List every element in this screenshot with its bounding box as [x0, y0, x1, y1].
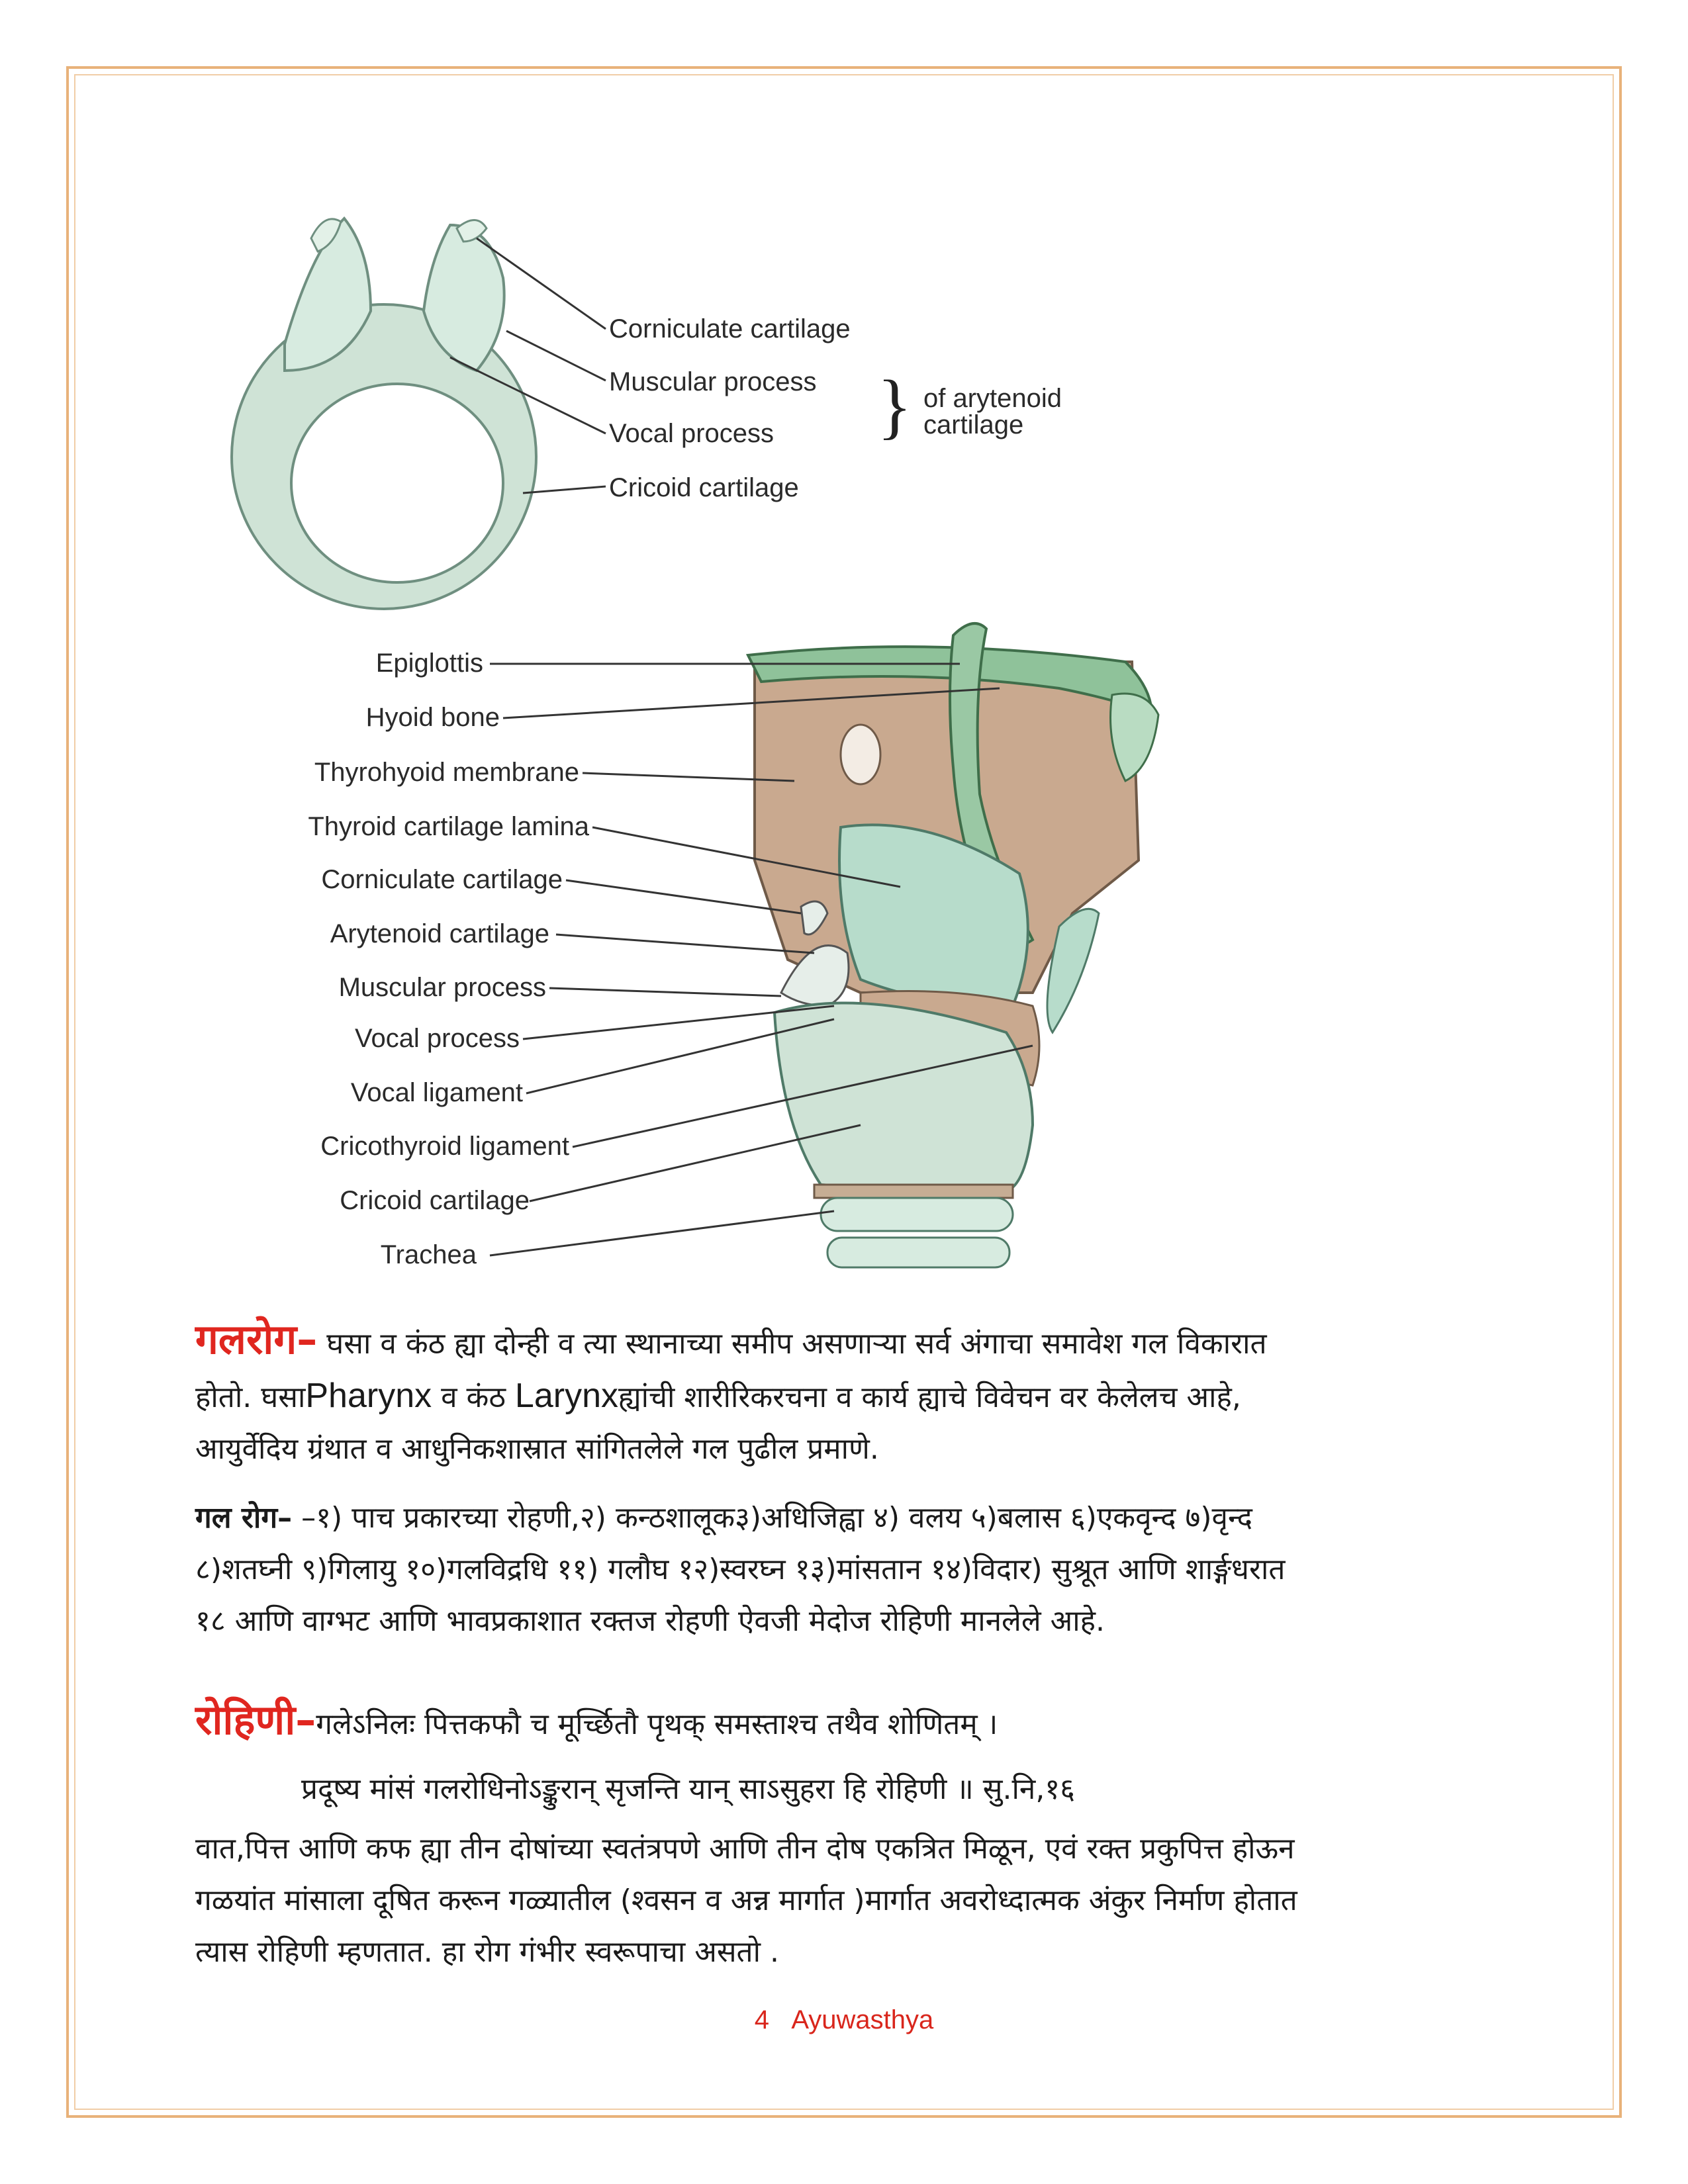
label-thyrohyoid-membrane: Thyrohyoid membrane	[314, 758, 579, 787]
heading-rohini: रोहिणी–	[195, 1696, 316, 1744]
label-hyoid-bone: Hyoid bone	[365, 703, 500, 732]
paragraph-gal-rog-list	[195, 1492, 1506, 1647]
term-pharynx: Pharynx	[305, 1377, 432, 1415]
label-epiglottis: Epiglottis	[375, 649, 483, 678]
para1-line2-b: व कंठ	[432, 1381, 515, 1414]
label-corniculate-cartilage: Corniculate cartilage	[321, 865, 563, 894]
label-brace-line1: of arytenoid	[923, 384, 1062, 413]
brace-symbol: }	[877, 365, 912, 446]
heading-gal-rog: गल रोग–	[195, 1501, 293, 1535]
heading-galrog: गलरोग–	[195, 1315, 318, 1363]
rohini-verse: प्रदूष्य मांसं गलरोधिनोऽङ्कुरान् सृजन्ति यान् साऽसुहरा हि रोहिणी ॥ सु.नि,१६	[301, 1772, 1076, 1806]
para1-line1	[195, 1314, 1506, 1370]
term-larynx: Larynx	[514, 1377, 618, 1415]
bottom-labels	[308, 649, 589, 1269]
para3-line3: वात,पित्त आणि कफ ह्या तीन दोषांच्या स्वतंत्रपणे आणि तीन दोष एकत्रित मिळून, एवं रक्त प्रकुपित्त होऊन	[195, 1832, 1295, 1866]
para2-line2: ८)शतघ्नी ९)गिलायु १०)गलविद्रधि ११) गलौघ १२)स्वरघ्न १३)मांसतान १४)विदार) सुश्रूत आणि शार्ङ्गधरात	[195, 1553, 1286, 1586]
label-arytenoid-cartilage: Arytenoid cartilage	[330, 919, 549, 948]
para3-line1	[195, 1694, 1506, 1751]
label-muscular-process: Muscular process	[338, 973, 546, 1002]
para1-line1-text: घसा व कंठ ह्या दोन्ही व त्या स्थानाच्या समीप असणाऱ्या सर्व अंगाचा समावेश गल विकारात	[317, 1327, 1267, 1361]
label-vocal-ligament: Vocal ligament	[350, 1078, 523, 1107]
page-footer	[0, 2005, 1688, 2035]
para3-line5: त्यास रोहिणी म्हणतात. हा रोग गंभीर स्वरूपाचा असतो .	[195, 1935, 780, 1969]
para3-line1-text: गलेऽनिलः पित्तकफौ च मूर्च्छितौ पृथक् समस्ताश्च तथैव शोणितम् ।	[316, 1707, 998, 1741]
label-brace-line2: cartilage	[923, 410, 1024, 439]
para1-line3: आयुर्वेदिय ग्रंथात व आधुनिकशास्रात सांगितलेले गल पुढील प्रमाणे.	[195, 1432, 879, 1466]
label-cricoid-top: Cricoid cartilage	[609, 473, 799, 502]
para2-line1-text: –१) पाच प्रकारच्या रोहणी,२) कन्ठशालूक३)अधिजिह्वा ४) वलय ५)बलास ६)एकवृन्द ७)वृन्द	[292, 1501, 1252, 1535]
paragraph-galrog-intro	[195, 1314, 1506, 1475]
para2-line3: १८ आणि वाग्भट आणि भावप्रकाशात रक्तज रोहणी ऐवजी मेदोज रोहिणी मानलेले आहे.	[195, 1604, 1105, 1638]
label-corniculate-top: Corniculate cartilage	[609, 314, 851, 343]
label-cricothyroid-ligament: Cricothyroid ligament	[320, 1132, 569, 1161]
para2-line1	[195, 1492, 1506, 1544]
page-number: 4	[754, 2005, 769, 2034]
paragraph-rohini-explanation	[195, 1823, 1506, 1978]
para1-line2-a: होतो. घसा	[195, 1381, 306, 1414]
para1-line2-c: ह्यांची शारीरिकरचना व कार्य ह्याचे विवेचन वर केलेलच आहे,	[618, 1381, 1241, 1414]
label-thyroid-cartilage-lamina: Thyroid cartilage lamina	[308, 812, 589, 841]
paragraph-rohini-line	[195, 1694, 1506, 1751]
para3-line4: गळयांत मांसाला दूषित करून गळ्यातील (श्वसन व अन्न मार्गात )मार्गात अवरोध्दात्मक अंकुर निर्माण होतात	[195, 1884, 1297, 1917]
label-muscular-top: Muscular process	[609, 367, 817, 396]
label-trachea: Trachea	[380, 1240, 477, 1269]
label-vocal-top: Vocal process	[609, 419, 774, 448]
cricoid-illustration	[232, 218, 536, 609]
footer-title: Ayuwasthya	[791, 2005, 934, 2034]
para1-line2	[195, 1370, 1506, 1424]
label-vocal-process: Vocal process	[354, 1024, 520, 1053]
label-cricoid-cartilage: Cricoid cartilage	[340, 1186, 530, 1215]
larynx-illustration	[748, 623, 1158, 1267]
